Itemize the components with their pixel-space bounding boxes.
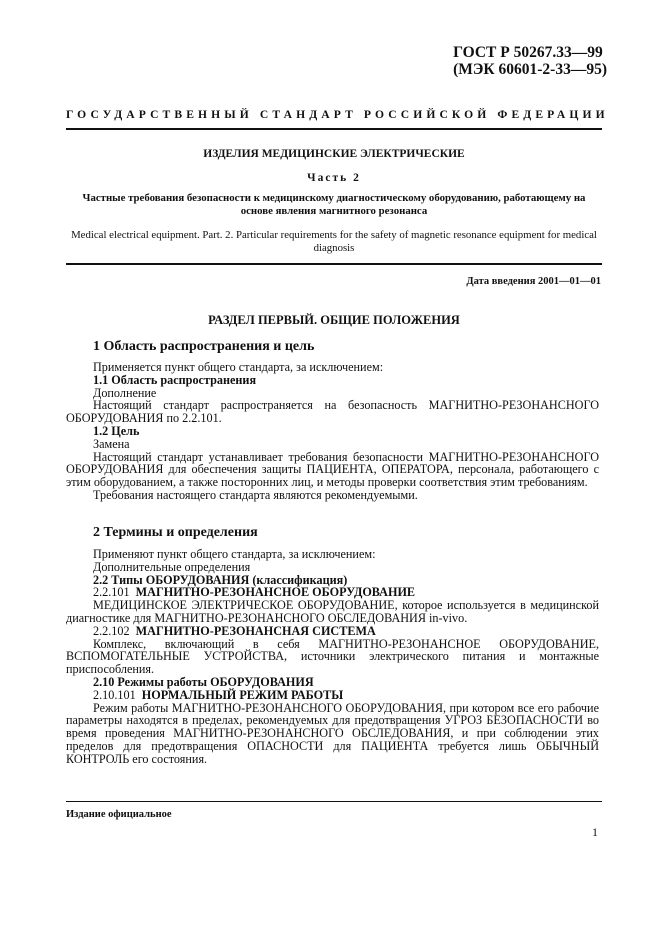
term-2-10-101 — [66, 689, 599, 702]
top-rule — [66, 128, 602, 130]
paragraph: Дополнительные определения — [93, 559, 251, 574]
paragraph: Применяют пункт общего стандарта, за исключением: — [93, 547, 376, 561]
term-number: 2.2.102 — [93, 623, 130, 638]
clause-1-1: 1.1 Область распространения — [93, 372, 257, 387]
document-title: ИЗДЕЛИЯ МЕДИЦИНСКИЕ ЭЛЕКТРИЧЕСКИЕ — [203, 148, 465, 160]
term-2-2-102 — [66, 625, 599, 638]
section-2-heading: 2 Термины и определения — [93, 525, 258, 540]
state-standard-heading: ГОСУДАРСТВЕННЫЙ СТАНДАРТ РОССИЙСКОЙ ФЕДЕРАЦИИ — [66, 108, 609, 121]
edition-label: Издание официальное — [66, 809, 172, 820]
paragraph: Требования настоящего стандарта являются рекомендуемыми. — [93, 487, 418, 502]
paragraph: Настоящий стандарт устанавливает требования безопасности МАГНИТНО-РЕЗОНАНСНОГО ОБОРУДОВАНИЯ для обеспечения защиты ПАЦИЕНТА, ОПЕРАТОРА, персонала, работающего с этим оборудованием, а также посторонних лиц, и методы проверки соответствия этим требованиям. — [66, 449, 599, 490]
english-title: Medical electrical equipment. Part. 2. Particular requirements for the safety of magnetic resonance equipment for medical diagnosis — [71, 229, 597, 254]
section-1-body — [66, 361, 599, 502]
term-number: 2.10.101 — [93, 687, 136, 702]
part-label: Часть 2 — [307, 172, 361, 184]
gost-number: ГОСТ Р 50267.33—99 — [453, 44, 603, 61]
section-1-heading: 1 Область распространения и цель — [93, 339, 315, 354]
paragraph: Дополнение — [93, 385, 157, 400]
paragraph: Комплекс, включающий в себя МАГНИТНО-РЕЗОНАНСНОЕ ОБОРУДОВАНИЕ, ВСПОМОГАТЕЛЬНЫЕ УСТРОЙСТВА, источники электрического питания и монтажные приспособления. — [66, 636, 599, 677]
clause-2-10: 2.10 Режимы работы ОБОРУДОВАНИЯ — [93, 674, 314, 689]
intro-date: Дата введения 2001—01—01 — [466, 276, 601, 287]
term-number: 2.2.101 — [93, 585, 130, 600]
paragraph: МЕДИЦИНСКОЕ ЭЛЕКТРИЧЕСКОЕ ОБОРУДОВАНИЕ, которое используется в медицинской диагностике для МАГНИТНО-РЕЗОНАНСНОГО ОБСЛЕДОВАНИЯ in-vivo. — [66, 598, 599, 625]
section-2-body — [66, 548, 599, 766]
term-name: НОРМАЛЬНЫЙ РЕЖИМ РАБОТЫ — [141, 687, 344, 702]
clause-1-2: 1.2 Цель — [93, 423, 140, 438]
footer-rule — [66, 801, 602, 802]
term-name: МАГНИТНО-РЕЗОНАНСНОЕ ОБОРУДОВАНИЕ — [135, 585, 416, 600]
document-identifier — [453, 44, 607, 78]
page-number: 1 — [592, 825, 598, 839]
clause-2-2: 2.2 Типы ОБОРУДОВАНИЯ (классификация) — [93, 572, 348, 587]
document-subtitle: Частные требования безопасности к медицинскому диагностическому оборудованию, работающему на основе явления магнитного резонанса — [82, 192, 586, 217]
paragraph: Замена — [93, 436, 130, 451]
paragraph: Режим работы МАГНИТНО-РЕЗОНАНСНОГО ОБОРУДОВАНИЯ, при котором все его рабочие параметры находятся в пределах, рекомендуемых для предотвращения УГРОЗ БЕЗОПАСНОСТИ во время проведения МАГНИТНО-РЕЗОНАНСНОГО ОБСЛЕДОВАНИЯ, и при соблюдении этих пределов для предотвращения ОПАСНОСТИ для ПАЦИЕНТА требуется лишь ОБЫЧНЫЙ КОНТРОЛЬ его состояния. — [66, 700, 599, 766]
term-name: МАГНИТНО-РЕЗОНАНСНАЯ СИСТЕМА — [135, 623, 376, 638]
paragraph: Настоящий стандарт распространяется на безопасность МАГНИТНО-РЕЗОНАНСНОГО ОБОРУДОВАНИЯ по 2.2.101. — [66, 398, 599, 426]
iec-number: (МЭК 60601-2-33—95) — [453, 61, 607, 78]
paragraph: Применяется пункт общего стандарта, за исключением: — [93, 360, 384, 374]
title-rule — [66, 263, 602, 265]
section-title: РАЗДЕЛ ПЕРВЫЙ. ОБЩИЕ ПОЛОЖЕНИЯ — [208, 313, 460, 327]
